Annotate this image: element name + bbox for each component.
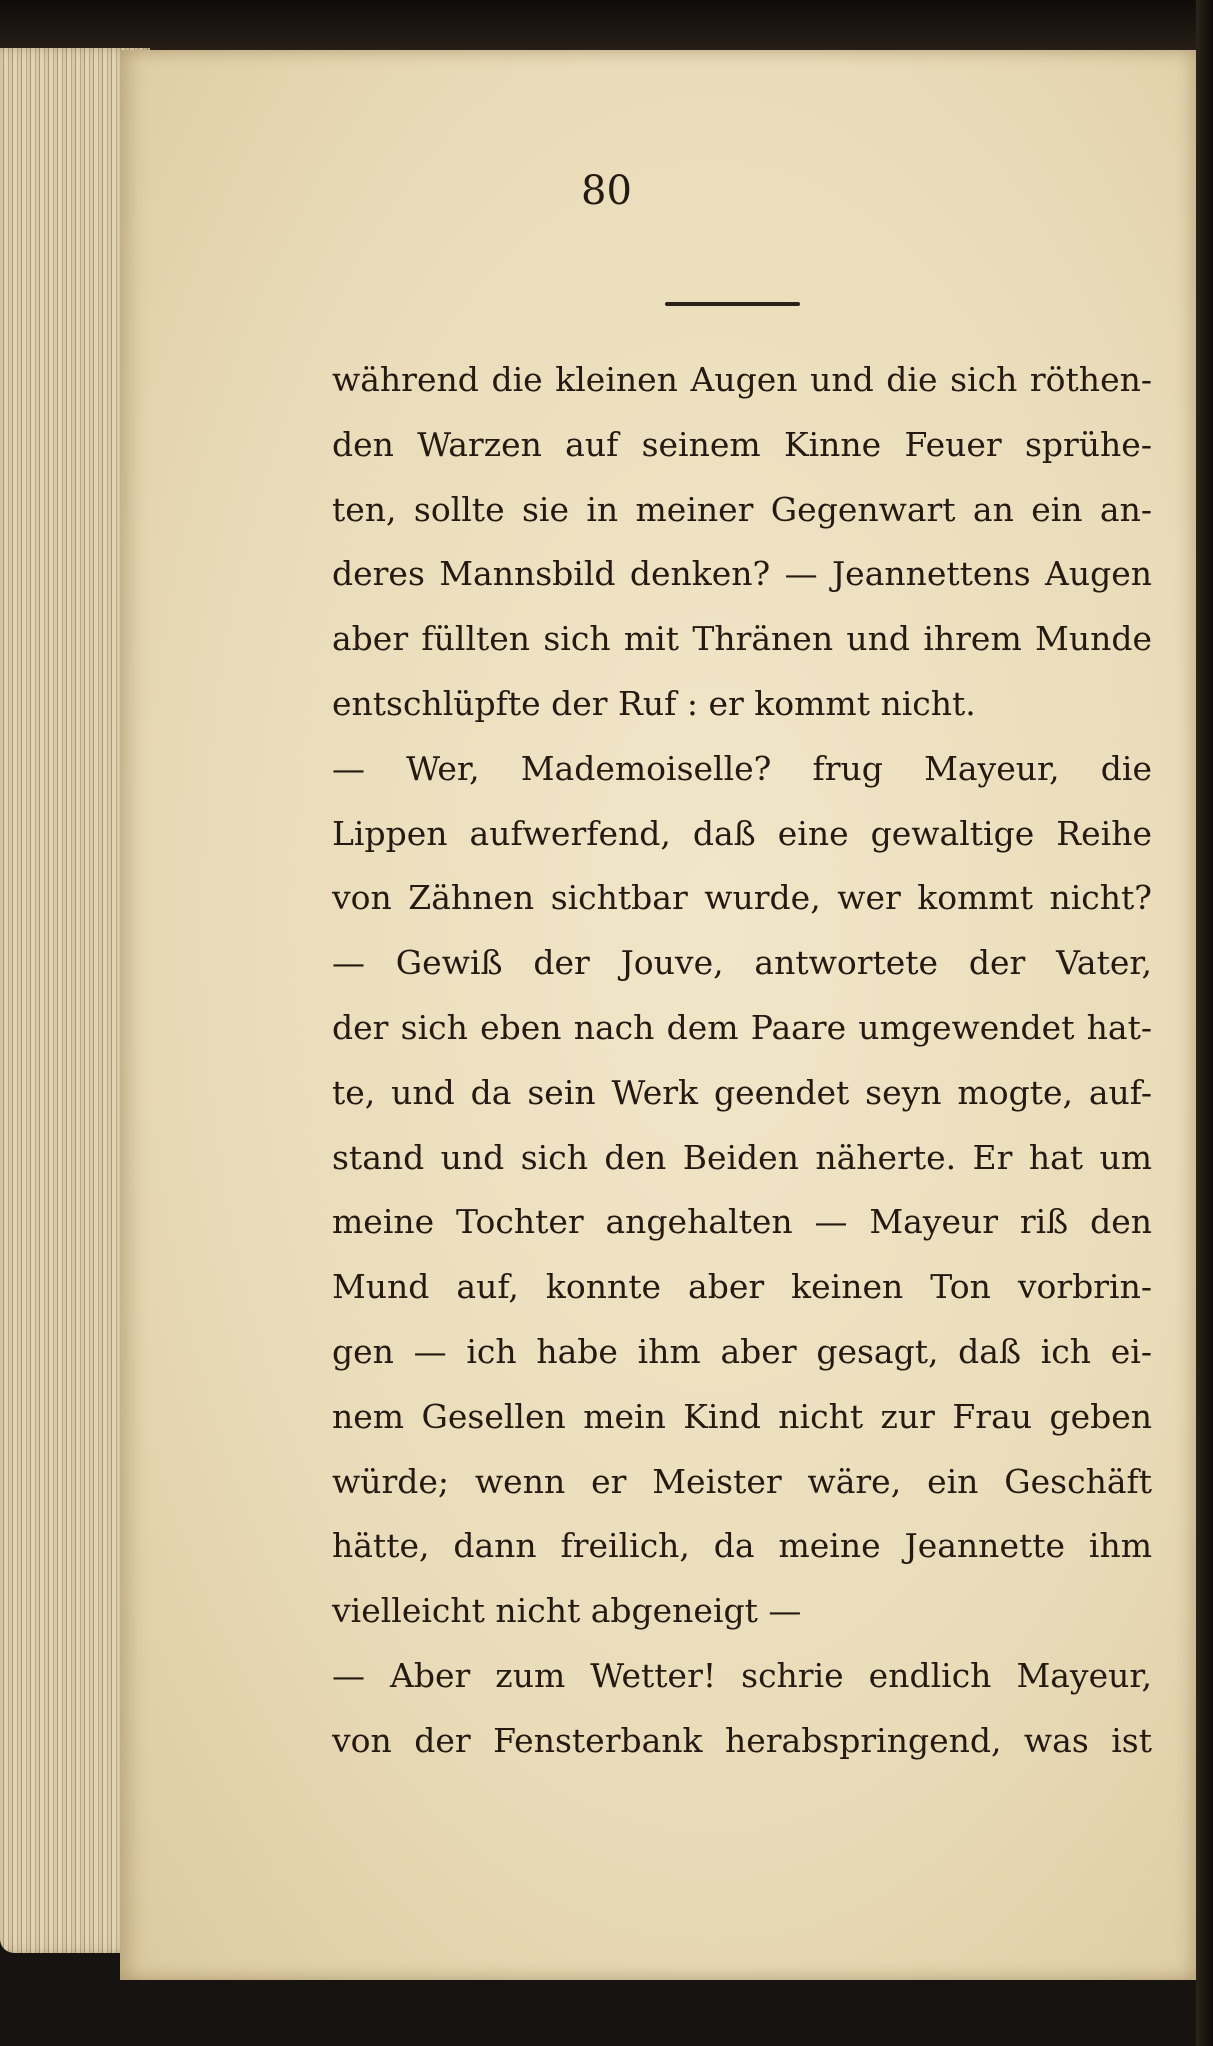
text-line: von der Fensterbank herabspringend, was ist [332, 1720, 1152, 1760]
text-line: während die kleinen Augen und die sich röthen- [332, 360, 1152, 399]
text-line: der sich eben nach dem Paare umgewendet hat- [332, 1007, 1152, 1047]
text-line: nem Gesellen mein Kind nicht zur Frau geben [332, 1396, 1152, 1436]
text-line: deres Mannsbild denken? — Jeannettens Augen [332, 554, 1152, 594]
header-rule [665, 302, 800, 306]
text-line: Lippen aufwerfend, daß eine gewaltige Reihe [332, 813, 1152, 853]
text-line: von Zähnen sichtbar wurde, wer kommt nicht? [332, 878, 1152, 918]
text-line: — Gewiß der Jouve, antwortete der Vater, [332, 943, 1152, 983]
text-line: — Aber zum Wetter! schrie endlich Mayeur, [332, 1655, 1152, 1695]
body-text [332, 348, 1152, 1774]
text-line: hätte, dann freilich, da meine Jeannette ihm [332, 1526, 1152, 1566]
text-line: te, und da sein Werk geendet seyn mogte, auf- [332, 1072, 1152, 1112]
book-cover-right-edge [1196, 0, 1213, 2046]
text-line: gen — ich habe ihm aber gesagt, daß ich ei- [332, 1331, 1152, 1371]
text-line: meine Tochter angehalten — Mayeur riß den [332, 1202, 1152, 1242]
text-line: würde; wenn er Meister wäre, ein Geschäft [332, 1461, 1152, 1501]
text-line: — Wer, Mademoiselle? frug Mayeur, die [332, 748, 1152, 788]
text-line: den Warzen auf seinem Kinne Feuer sprühe- [332, 424, 1152, 464]
text-line: aber füllten sich mit Thränen und ihrem Munde [332, 619, 1152, 659]
text-line: Mund auf, konnte aber keinen Ton vorbrin- [332, 1267, 1152, 1307]
text-line: entschlüpfte der Ruf : er kommt nicht. [332, 683, 976, 723]
page-number: 80 [581, 168, 632, 214]
text-line: ten, sollte sie in meiner Gegenwart an ein an- [332, 489, 1152, 529]
text-line: stand und sich den Beiden näherte. Er hat um [332, 1137, 1152, 1177]
text-line: vielleicht nicht abgeneigt — [332, 1591, 802, 1631]
